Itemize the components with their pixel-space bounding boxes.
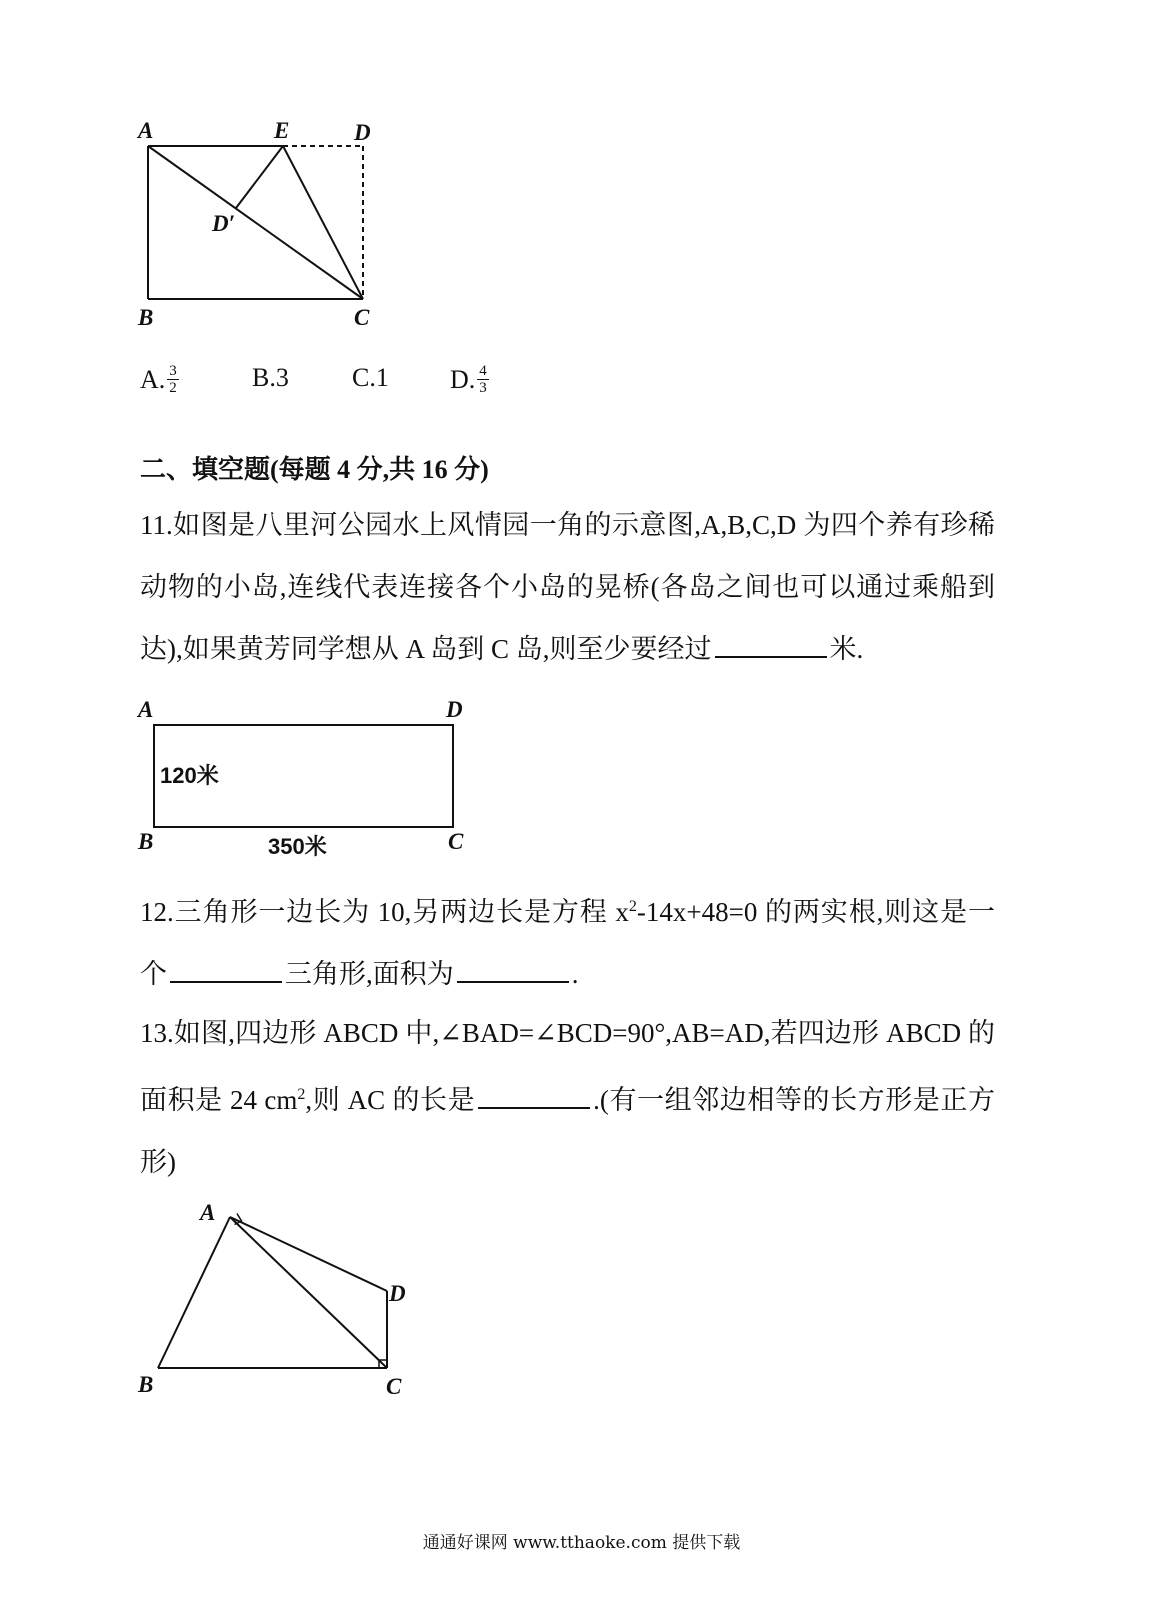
label-a: A	[138, 118, 154, 143]
label-e: E	[274, 118, 290, 143]
option-b: B. 3	[252, 363, 289, 392]
question-12: 12.三角形一边长为 10,另两边长是方程 $x^2-14x+48=0$ 的两实根,则这是一个 三角形,面积为 .	[140, 897, 996, 989]
segment-ac	[230, 1217, 387, 1368]
option-a: A. $\frac{3}{2}$	[140, 363, 177, 396]
answer-blank[interactable]	[457, 959, 569, 983]
page-footer: 通通好课网 www.tthaoke.com 提供下载	[422, 1533, 741, 1553]
label-c: C	[448, 829, 464, 854]
question-13: 13.如图,四边形 ABCD 中,∠BAD=∠BCD=90°,AB=AD,若四边形 ABCD 的面积是 24 $cm^2$,则 AC 的长是 .(有一组邻边相等的长方形是正方形)	[140, 1018, 995, 1177]
label-a: A	[138, 697, 154, 722]
figure-island-rectangle	[130, 692, 480, 867]
label-d: D	[446, 697, 463, 722]
label-d: D	[354, 120, 371, 145]
label-c: C	[354, 305, 370, 330]
segment-da	[230, 1217, 387, 1291]
question-11: 11.如图是八里河公园水上风情园一角的示意图,A,B,C,D 为四个养有珍稀动物的小岛,连线代表连接各个小岛的晃桥(各岛之间也可以通过乘船到达),如果黄芳同学想从 A 岛到 C 岛,则至少要经过 米.	[140, 510, 995, 664]
label-b: B	[138, 305, 154, 330]
section-title: 二、填空题(每题 4 分,共 16 分)	[140, 455, 489, 484]
bottom-length-label: 350米	[268, 834, 327, 859]
segment-ec	[283, 146, 363, 299]
fraction: $\frac{4}{3}$	[479, 363, 487, 396]
answer-blank[interactable]	[170, 959, 282, 983]
fraction: $\frac{3}{2}$	[169, 363, 177, 396]
label-b: B	[138, 829, 154, 854]
label-a: A	[200, 1200, 216, 1225]
answer-blank[interactable]	[478, 1085, 590, 1109]
segment-ac	[148, 146, 363, 299]
figure-quadrilateral	[130, 1195, 430, 1405]
figure-rectangle-fold	[130, 118, 400, 338]
segment-ab	[158, 1217, 230, 1368]
option-d: D. $\frac{4}{3}$	[450, 363, 487, 396]
label-b: B	[138, 1372, 154, 1397]
segment-ed-prime	[236, 146, 283, 208]
label-c: C	[386, 1374, 402, 1399]
option-c: C. 1	[352, 363, 389, 392]
side-length-label: 120米	[160, 763, 219, 788]
label-d-prime: D′	[212, 211, 236, 236]
answer-blank[interactable]	[715, 634, 827, 658]
label-d: D	[389, 1281, 406, 1306]
